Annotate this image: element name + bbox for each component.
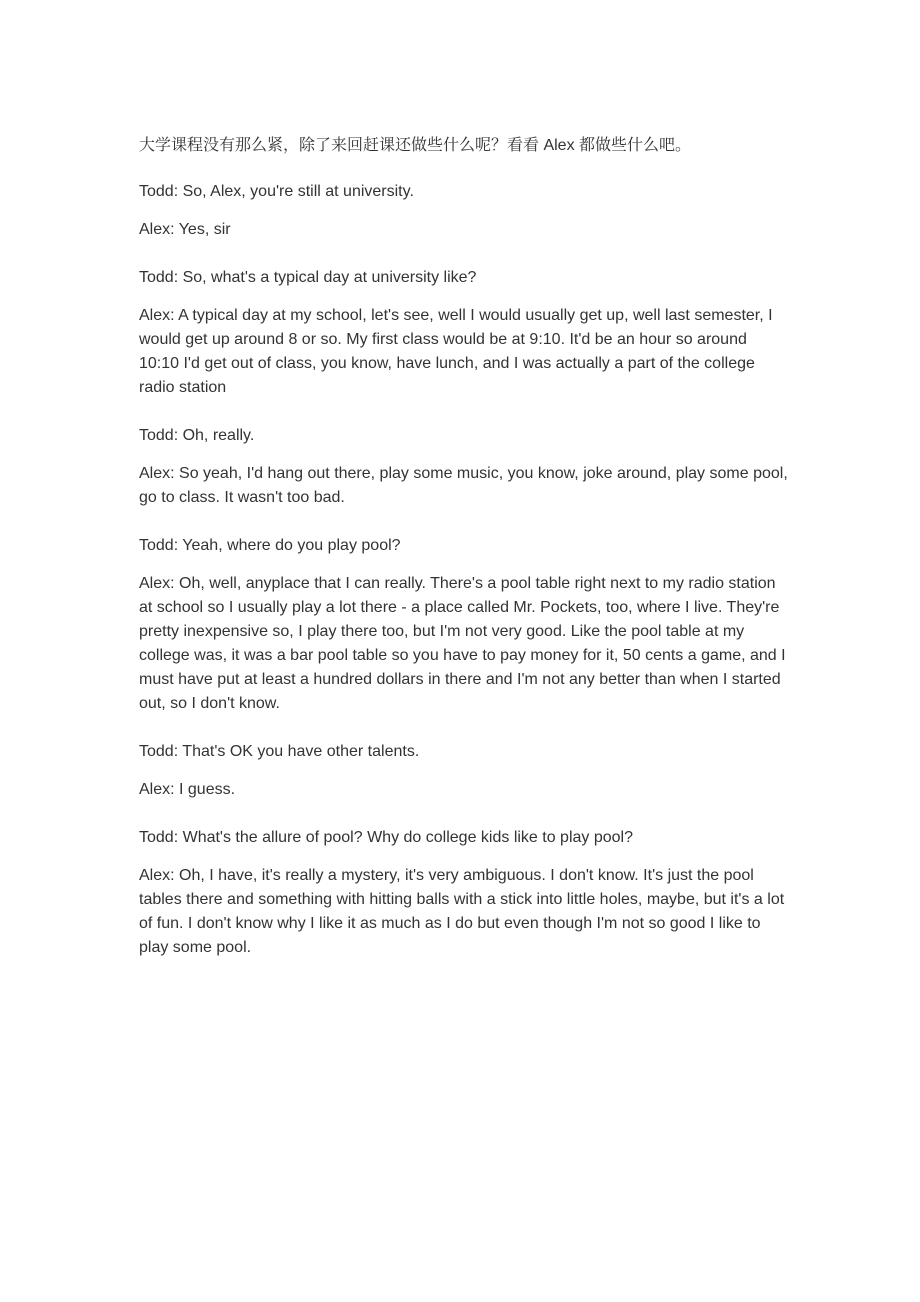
dialogue-line: Alex: Oh, I have, it's really a mystery, it's very ambiguous. I don't know. It's just the pool tables there and something with hitting balls with a stick into little holes, maybe, but it's a lot of fun. I don't know why I like it as much as I do but even though I'm not so good I like to play some pool. [139,867,785,956]
dialogue-line: Alex: A typical day at my school, let's see, well I would usually get up, well last semester, I would get up around 8 or so. My first class would be at 9:10. It'd be an hour so around 10:10 I'd get out of class, you know, have lunch, and I was actually a part of the college radio station [139,307,773,396]
dialogue-line: Alex: Yes, sir [139,221,231,238]
dialogue-line: Todd: That's OK you have other talents. [139,743,420,760]
dialogue-line: Alex: I guess. [139,781,236,798]
intro-text: 大学课程没有那么紧，除了来回赶课还做些什么呢？看看 Alex 都做些什么吧。 [139,137,692,154]
dialogue-line: Todd: What's the allure of pool? Why do college kids like to play pool? [139,829,633,846]
dialogue-line: Alex: Oh, well, anyplace that I can really. There's a pool table right next to my radio station at school so I usually play a lot there - a place called Mr. Pockets, too, where I live. They're pretty inexpensive so, I play there too, but I'm not very good. Like the pool table at my college was, it was a bar pool table so you have to pay money for it, 50 cents a game, and I must have put at least a hundred dollars in there and I'm not any better than when I started out, so I don't know. [139,575,786,712]
dialogue-line: Alex: So yeah, I'd hang out there, play some music, you know, joke around, play some pool, go to class. It wasn't too bad. [139,465,788,506]
document-body [139,134,789,960]
dialogue-line: Todd: Oh, really. [139,427,255,444]
dialogue-line: Todd: So, what's a typical day at university like? [139,269,477,286]
dialogue-line: Todd: So, Alex, you're still at university. [139,183,414,200]
dialogue-line: Todd: Yeah, where do you play pool? [139,537,401,554]
